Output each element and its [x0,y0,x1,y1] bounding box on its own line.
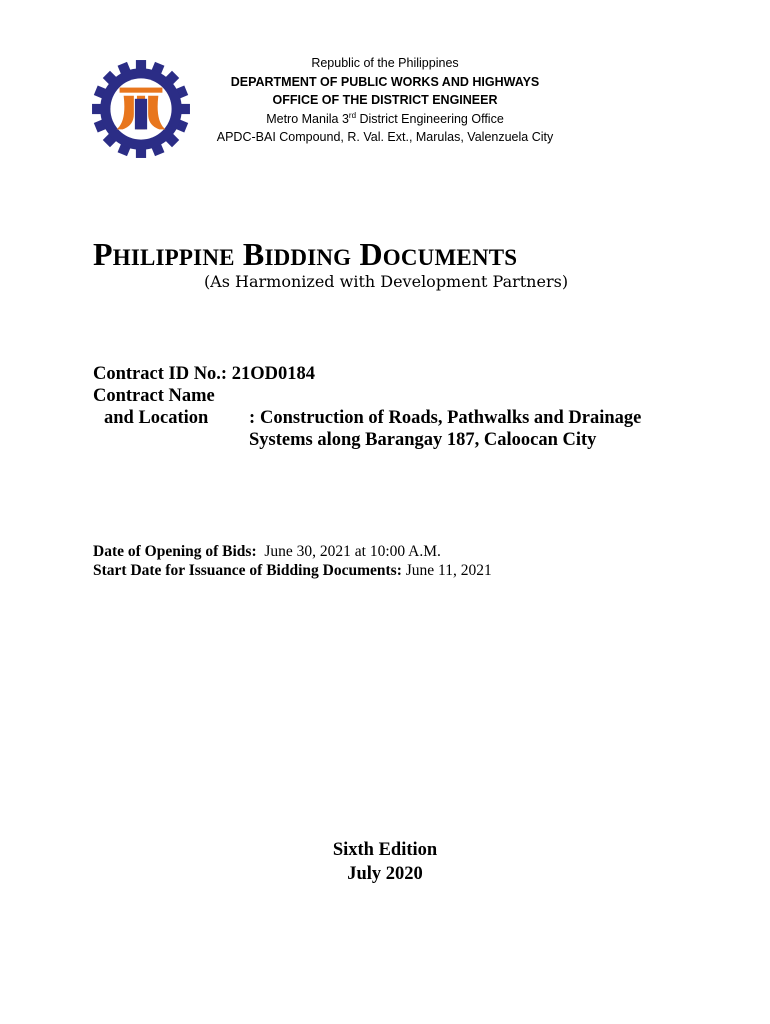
letterhead-department: DEPARTMENT OF PUBLIC WORKS AND HIGHWAYS [230,74,540,89]
issuance-date-row [93,561,492,580]
title-rest-3: OCUMENTS [382,245,518,270]
contract-id-row [93,363,641,385]
contract-location-label: and Location [104,408,209,428]
letterhead-address: APDC-BAI Compound, R. Val. Ext., Marulas, Valenzuela City [216,130,554,144]
opening-date-row [93,542,492,561]
edition-date: July 2020 [347,864,423,884]
letterhead-district-pre: Metro Manila 3 [266,111,349,126]
contract-name-line2: Systems along Barangay 187, Caloocan City [249,430,597,450]
title-rest-2: IDDING [264,245,352,270]
contract-name-continuation-row [93,429,641,451]
title-rest-1: HILIPPINE [112,245,235,270]
title-cap-1: P [93,236,113,272]
opening-date-label: Date of Opening of Bids: [93,543,257,560]
issuance-date-label: Start Date for Issuance of Bidding Documents: [93,562,402,579]
edition-block [0,838,770,886]
letterhead-district [190,110,580,129]
bid-dates [93,542,492,580]
letterhead [190,54,580,147]
dpwh-seal-icon [90,58,192,160]
letterhead-district-sup: rd [348,110,357,120]
letterhead-republic: Republic of the Philippines [311,56,459,70]
contract-name-row [93,385,641,407]
title-cap-3: D [359,236,383,272]
contract-separator: : [249,408,256,428]
letterhead-office: OFFICE OF THE DISTRICT ENGINEER [272,93,498,107]
contract-id-label: Contract ID No.: [93,364,228,384]
document-subtitle: (As Harmonized with Development Partners) [203,272,569,291]
document-title [93,236,517,273]
letterhead-district-post: District Engineering Office [356,111,504,126]
issuance-date-value: June 11, 2021 [405,562,492,579]
title-cap-2: B [242,236,265,272]
contract-info [93,363,641,451]
opening-date-value: June 30, 2021 at 10:00 A.M. [264,543,441,560]
edition-label: Sixth Edition [332,840,438,860]
contract-location-row [93,407,641,429]
contract-name-line1: Construction of Roads, Pathwalks and Drainage [260,408,642,428]
contract-id-value: 21OD0184 [231,364,315,384]
contract-name-label: Contract Name [93,386,215,406]
